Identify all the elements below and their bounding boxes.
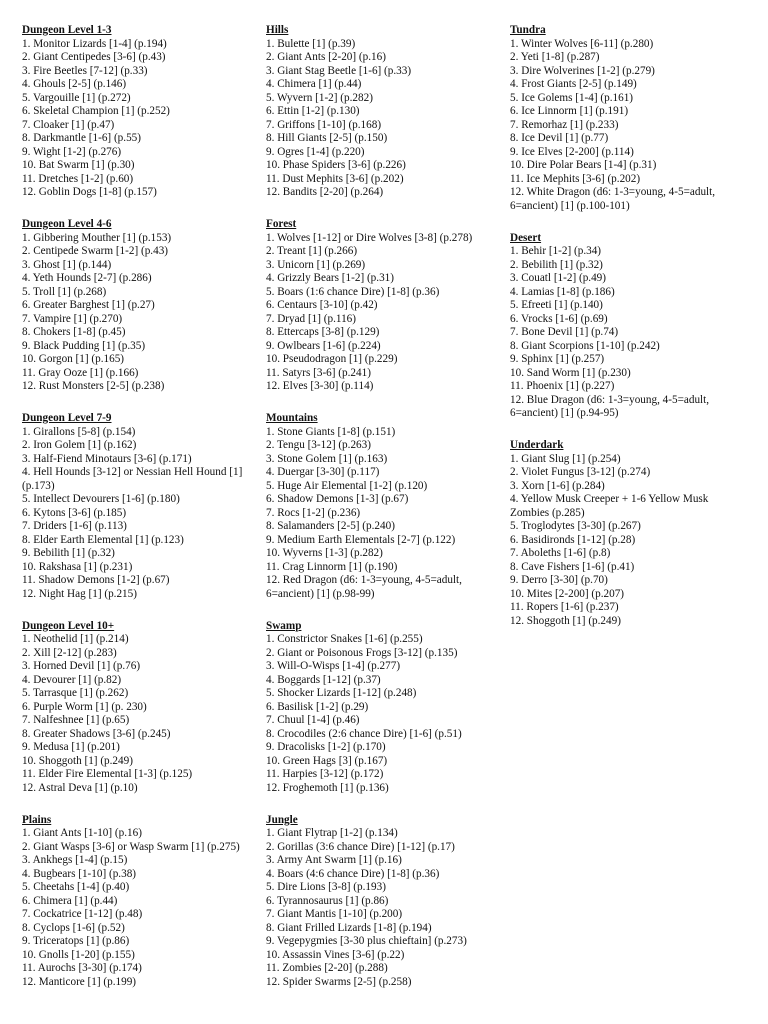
list-item: 4. Bugbears [1-10] (p.38) (22, 867, 137, 880)
section-title: Dungeon Level 10+ (22, 619, 115, 632)
list-item: 2. Gorillas (3:6 chance Dire) [1-12] (p.17) (266, 840, 455, 853)
list-item: 4. Yeth Hounds [2-7] (p.286) (22, 272, 152, 284)
list-item: 7. Nalfeshnee [1] (p.65) (22, 714, 130, 726)
list-item: 8. Chokers [1-8] (p.45) (22, 326, 126, 338)
list-item: 2. Giant Centipedes [3-6] (p.43) (22, 51, 166, 63)
list-item: 8. Elder Earth Elemental [1] (p.123) (22, 533, 184, 546)
list-item: 12. Blue Dragon (d6: 1-3=young, 4-5=adult, 6=ancient) [1] (p.94-95) (510, 393, 710, 419)
list-item: 4. Lamias [1-8] (p.186) (510, 285, 615, 298)
list-item: 10. Mites [2-200] (p.207) (510, 587, 625, 600)
list-item: 8. Salamanders [2-5] (p.240) (266, 520, 395, 532)
list-item: 4. Grizzly Bears [1-2] (p.31) (266, 272, 394, 284)
list-item: 3. Ankhegs [1-4] (p.15) (22, 854, 128, 866)
list-item: 12. White Dragon (d6: 1-3=young, 4-5=adult, 6=ancient) [1] (p.100-101) (510, 186, 716, 212)
list-item: 12. Manticore [1] (p.199) (22, 975, 137, 988)
section-title: Hills (266, 24, 289, 36)
list-item: 5. Shocker Lizards [1-12] (p.248) (266, 687, 417, 699)
list-item: 4. Frost Giants [2-5] (p.149) (510, 78, 637, 90)
list-item: 9. Black Pudding [1] (p.35) (22, 339, 146, 352)
section-title: Swamp (266, 619, 302, 632)
list-item: 7. Aboleths [1-6] (p.8) (510, 547, 611, 559)
list-item: 5. Troglodytes [3-30] (p.267) (510, 520, 641, 532)
list-item: 11. Dust Mephits [3-6] (p.202) (266, 172, 404, 185)
list-item: 2. Giant Ants [2-20] (p.16) (266, 51, 386, 63)
list-item: 5. Dire Lions [3-8] (p.193) (266, 881, 386, 893)
column-2 (266, 24, 502, 1008)
list-item: 4. Duergar [3-30] (p.117) (266, 466, 380, 478)
list-item: 9. Sphinx [1] (p.257) (510, 353, 605, 365)
list-item: 1. Giant Ants [1-10] (p.16) (22, 827, 142, 839)
list-item: 2. Tengu [3-12] (p.263) (266, 439, 371, 451)
list-item: 5. Ice Golems [1-4] (p.161) (510, 91, 634, 104)
list-item: 7. Rocs [1-2] (p.236) (266, 506, 361, 519)
section-title: Mountains (266, 412, 318, 424)
list-item: 3. Xorn [1-6] (p.284) (510, 479, 605, 492)
list-item: 11. Dretches [1-2] (p.60) (22, 172, 134, 185)
list-item: 12. Goblin Dogs [1-8] (p.157) (22, 186, 157, 198)
section-mountains (266, 412, 502, 601)
list-item: 10. Shoggoth [1] (p.249) (22, 754, 133, 767)
list-item: 3. Ghost [1] (p.144) (22, 258, 112, 271)
list-item: 10. Wyverns [1-3] (p.282) (266, 547, 383, 559)
list-item: 7. Giant Mantis [1-10] (p.200) (266, 908, 403, 920)
list-item: 1. Stone Giants [1-8] (p.151) (266, 425, 396, 438)
list-item: 10. Gnolls [1-20] (p.155) (22, 948, 135, 961)
list-item: 2. Violet Fungus [3-12] (p.274) (510, 466, 651, 478)
list-item: 4. Boggards [1-12] (p.37) (266, 673, 381, 686)
list-item: 9. Medium Earth Elementals [2-7] (p.122) (266, 533, 456, 546)
section-hills (266, 24, 502, 200)
list-item: 3. Fire Beetles [7-12] (p.33) (22, 64, 148, 77)
list-item: 8. Giant Scorpions [1-10] (p.242) (510, 339, 660, 352)
list-item: 4. Yellow Musk Creeper + 1-6 Yellow Musk Zombies (p.285) (510, 493, 709, 519)
list-item: 1. Giant Flytrap [1-2] (p.134) (266, 827, 398, 839)
list-item: 9. Derro [3-30] (p.70) (510, 574, 608, 586)
list-item: 6. Ettin [1-2] (p.130) (266, 105, 360, 117)
list-item: 12. Elves [3-30] (p.114) (266, 380, 374, 392)
column-3 (510, 24, 746, 647)
list-item: 3. Unicorn [1] (p.269) (266, 258, 366, 271)
section-dungeon-level-1-3 (22, 24, 258, 200)
list-item: 6. Purple Worm [1] (p. 230) (22, 700, 147, 713)
list-item: 8. Cave Fishers [1-6] (p.41) (510, 560, 635, 573)
list-item: 11. Satyrs [3-6] (p.241) (266, 366, 371, 379)
list-item: 12. Night Hag [1] (p.215) (22, 587, 137, 600)
list-item: 11. Ropers [1-6] (p.237) (510, 601, 619, 613)
list-item: 3. Horned Devil [1] (p.76) (22, 660, 141, 672)
list-item: 1. Neothelid [1] (p.214) (22, 633, 129, 645)
section-title: Underdark (510, 439, 564, 451)
list-item: 10. Assassin Vines [3-6] (p.22) (266, 948, 405, 961)
list-item: 6. Greater Barghest [1] (p.27) (22, 299, 155, 311)
list-item: 4. Hell Hounds [3-12] or Nessian Hell Hound [1] (p.173) (22, 466, 243, 492)
list-item: 1. Winter Wolves [6-11] (p.280) (510, 37, 654, 50)
section-dungeon-level-10-plus (22, 620, 258, 796)
list-item: 12. Red Dragon (d6: 1-3=young, 4-5=adult, 6=ancient) [1] (p.98-99) (266, 574, 462, 600)
list-item: 10. Green Hags [3] (p.167) (266, 754, 388, 767)
list-item: 7. Driders [1-6] (p.113) (22, 520, 127, 532)
list-item: 7. Cloaker [1] (p.47) (22, 118, 115, 131)
list-item: 10. Bat Swarm [1] (p.30) (22, 159, 135, 171)
list-item: 4. Ghouls [2-5] (p.146) (22, 78, 127, 90)
list-item: 10. Rakshasa [1] (p.231) (22, 560, 133, 573)
list-item: 5. Tarrasque [1] (p.262) (22, 687, 129, 699)
list-item: 8. Ice Devil [1] (p.77) (510, 132, 609, 144)
list-item: 1. Bulette [1] (p.39) (266, 37, 356, 50)
list-item: 2. Iron Golem [1] (p.162) (22, 439, 137, 451)
list-item: 11. Gray Ooze [1] (p.166) (22, 366, 139, 379)
list-item: 10. Phase Spiders [3-6] (p.226) (266, 159, 406, 171)
list-item: 5. Huge Air Elemental [1-2] (p.120) (266, 479, 428, 492)
section-tundra (510, 24, 746, 213)
list-item: 2. Yeti [1-8] (p.287) (510, 51, 600, 63)
section-desert (510, 232, 746, 421)
list-item: 3. Dire Wolverines [1-2] (p.279) (510, 64, 655, 77)
section-title: Dungeon Level 4-6 (22, 218, 112, 230)
list-item: 11. Elder Fire Elemental [1-3] (p.125) (22, 768, 193, 780)
list-item: 7. Bone Devil [1] (p.74) (510, 326, 619, 338)
list-item: 12. Rust Monsters [2-5] (p.238) (22, 380, 165, 392)
section-dungeon-level-4-6 (22, 218, 258, 394)
list-item: 7. Chuul [1-4] (p.46) (266, 714, 360, 726)
list-item: 1. Gibbering Mouther [1] (p.153) (22, 231, 172, 244)
section-underdark (510, 439, 746, 628)
section-swamp (266, 620, 502, 796)
list-item: 6. Chimera [1] (p.44) (22, 894, 118, 907)
list-item: 6. Ice Linnorm [1] (p.191) (510, 105, 629, 117)
list-item: 6. Vrocks [1-6] (p.69) (510, 312, 608, 325)
list-item: 11. Zombies [2-20] (p.288) (266, 962, 388, 974)
section-dungeon-level-7-9 (22, 412, 258, 601)
column-1 (22, 24, 258, 1008)
list-item: 5. Wyvern [1-2] (p.282) (266, 91, 373, 104)
list-item: 12. Spider Swarms [2-5] (p.258) (266, 975, 412, 988)
section-title: Dungeon Level 7-9 (22, 412, 112, 424)
list-item: 9. Ice Elves [2-200] (p.114) (510, 145, 634, 158)
section-jungle (266, 814, 502, 990)
list-item: 4. Devourer [1] (p.82) (22, 673, 122, 686)
list-item: 6. Basidironds [1-12] (p.28) (510, 533, 636, 546)
list-item: 6. Centaurs [3-10] (p.42) (266, 299, 378, 311)
list-item: 5. Troll [1] (p.268) (22, 285, 107, 298)
list-item: 3. Army Ant Swarm [1] (p.16) (266, 854, 402, 866)
list-item: 7. Vampire [1] (p.270) (22, 312, 123, 325)
list-item: 10. Sand Worm [1] (p.230) (510, 366, 631, 379)
list-item: 2. Centipede Swarm [1-2] (p.43) (22, 245, 169, 257)
list-item: 1. Girallons [5-8] (p.154) (22, 425, 136, 438)
list-item: 5. Cheetahs [1-4] (p.40) (22, 881, 130, 893)
list-item: 3. Couatl [1-2] (p.49) (510, 272, 607, 284)
list-item: 8. Cyclops [1-6] (p.52) (22, 921, 125, 934)
section-forest (266, 218, 502, 394)
list-item: 9. Dracolisks [1-2] (p.170) (266, 741, 386, 753)
section-title: Dungeon Level 1-3 (22, 24, 112, 36)
list-item: 8. Hill Giants [2-5] (p.150) (266, 132, 388, 144)
list-item: 8. Greater Shadows [3-6] (p.245) (22, 727, 171, 740)
list-item: 9. Vegepygmies [3-30 plus chieftain] (p.273) (266, 935, 467, 947)
list-item: 11. Aurochs [3-30] (p.174) (22, 962, 142, 974)
list-item: 4. Chimera [1] (p.44) (266, 78, 362, 90)
list-item: 8. Darkmantle [1-6] (p.55) (22, 132, 141, 144)
list-item: 11. Crag Linnorm [1] (p.190) (266, 560, 398, 573)
list-item: 6. Tyrannosaurus [1] (p.86) (266, 894, 389, 907)
section-title: Forest (266, 218, 297, 230)
list-item: 7. Cockatrice [1-12] (p.48) (22, 908, 143, 920)
list-item: 7. Griffons [1-10] (p.168) (266, 118, 382, 131)
list-item: 9. Bebilith [1] (p.32) (22, 547, 115, 559)
list-item: 11. Shadow Demons [1-2] (p.67) (22, 574, 170, 586)
list-item: 6. Kytons [3-6] (p.185) (22, 506, 127, 519)
list-item: 11. Ice Mephits [3-6] (p.202) (510, 172, 641, 185)
list-item: 3. Giant Stag Beetle [1-6] (p.33) (266, 64, 412, 77)
list-item: 1. Monitor Lizards [1-4] (p.194) (22, 37, 167, 50)
list-item: 12. Astral Deva [1] (p.10) (22, 781, 138, 794)
list-item: 4. Boars (4:6 chance Dire) [1-8] (p.36) (266, 867, 440, 880)
list-item: 9. Medusa [1] (p.201) (22, 741, 120, 753)
list-item: 5. Efreeti [1] (p.140) (510, 299, 603, 311)
list-item: 10. Dire Polar Bears [1-4] (p.31) (510, 159, 657, 171)
list-item: 3. Stone Golem [1] (p.163) (266, 452, 388, 465)
list-item: 9. Ogres [1-4] (p.220) (266, 145, 365, 158)
list-item: 9. Wight [1-2] (p.276) (22, 145, 122, 158)
list-item: 1. Constrictor Snakes [1-6] (p.255) (266, 633, 423, 645)
list-item: 11. Phoenix [1] (p.227) (510, 380, 615, 392)
list-item: 11. Harpies [3-12] (p.172) (266, 768, 384, 780)
section-title: Plains (22, 813, 52, 826)
list-item: 10. Gorgon [1] (p.165) (22, 353, 125, 365)
list-item: 5. Intellect Devourers [1-6] (p.180) (22, 493, 180, 505)
list-item: 9. Triceratops [1] (p.86) (22, 935, 130, 947)
section-plains (22, 814, 258, 990)
list-item: 2. Giant or Poisonous Frogs [3-12] (p.135) (266, 646, 458, 659)
list-item: 2. Xill [2-12] (p.283) (22, 646, 117, 659)
list-item: 8. Giant Frilled Lizards [1-8] (p.194) (266, 921, 432, 934)
list-item: 8. Ettercaps [3-8] (p.129) (266, 326, 380, 338)
list-item: 10. Pseudodragon [1] (p.229) (266, 353, 398, 365)
section-title: Desert (510, 231, 542, 244)
list-item: 2. Treant [1] (p.266) (266, 245, 358, 257)
list-item: 8. Crocodiles (2:6 chance Dire) [1-6] (p.51) (266, 727, 462, 740)
list-item: 3. Will-O-Wisps [1-4] (p.277) (266, 660, 401, 672)
list-item: 12. Shoggoth [1] (p.249) (510, 614, 621, 627)
list-item: 7. Remorhaz [1] (p.233) (510, 118, 619, 131)
list-item: 6. Shadow Demons [1-3] (p.67) (266, 493, 409, 505)
list-item: 2. Bebilith [1] (p.32) (510, 258, 603, 271)
list-item: 7. Dryad [1] (p.116) (266, 312, 356, 325)
list-item: 5. Vargouille [1] (p.272) (22, 91, 131, 104)
list-item: 9. Owlbears [1-6] (p.224) (266, 339, 381, 352)
list-item: 12. Froghemoth [1] (p.136) (266, 781, 389, 794)
list-item: 1. Wolves [1-12] or Dire Wolves [3-8] (p.278) (266, 231, 473, 244)
list-item: 6. Basilisk [1-2] (p.29) (266, 700, 369, 713)
list-item: 1. Behir [1-2] (p.34) (510, 245, 602, 257)
section-title: Jungle (266, 813, 298, 826)
list-item: 2. Giant Wasps [3-6] or Wasp Swarm [1] (p.275) (22, 840, 240, 853)
list-item: 3. Half-Fiend Minotaurs [3-6] (p.171) (22, 452, 192, 465)
list-item: 12. Bandits [2-20] (p.264) (266, 186, 384, 198)
list-item: 1. Giant Slug [1] (p.254) (510, 452, 621, 465)
section-title: Tundra (510, 24, 546, 36)
list-item: 5. Boars (1:6 chance Dire) [1-8] (p.36) (266, 285, 440, 298)
list-item: 6. Skeletal Champion [1] (p.252) (22, 105, 170, 117)
